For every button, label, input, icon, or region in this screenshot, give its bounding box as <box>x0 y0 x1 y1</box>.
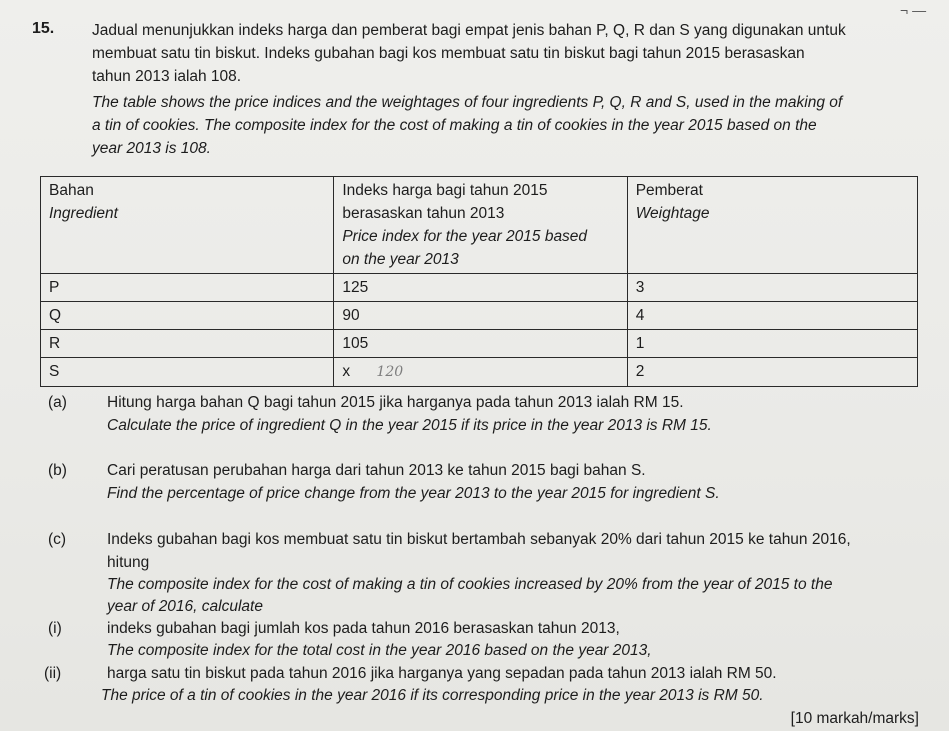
table-row <box>41 274 918 302</box>
part-ii-malay: harga satu tin biskut pada tahun 2016 jika harganya yang sepadan pada tahun 2013 ialah RM 50. <box>107 665 777 682</box>
corner-mark: ¬ — <box>900 2 927 18</box>
row-r-ingredient: R <box>41 330 334 358</box>
row-r-weight: 1 <box>627 330 917 358</box>
row-s-ingredient: S <box>41 358 334 387</box>
header-ingredient-malay: Bahan <box>49 182 94 199</box>
part-ii-english: The price of a tin of cookies in the year 2016 if its corresponding price in the year 2013 is RM 50. <box>101 687 764 704</box>
part-b-label: (b) <box>48 462 67 479</box>
part-c-malay-2: hitung <box>107 554 150 571</box>
table-row <box>41 358 918 387</box>
price-index-table <box>40 176 918 387</box>
part-a-label: (a) <box>48 394 67 411</box>
row-q-ingredient: Q <box>41 302 334 330</box>
part-c-label: (c) <box>48 531 67 548</box>
header-index-malay-1: Indeks harga bagi tahun 2015 <box>342 182 548 199</box>
intro-malay-line-3: tahun 2013 ialah 108. <box>92 68 242 85</box>
table-row <box>41 302 918 330</box>
table-row <box>41 330 918 358</box>
row-p-index: 125 <box>334 274 627 302</box>
row-p-ingredient: P <box>41 274 334 302</box>
part-i-label: (i) <box>48 620 62 637</box>
intro-english-line-3: year 2013 is 108. <box>92 140 211 157</box>
header-weight-english: Weightage <box>635 205 710 222</box>
part-ii-label: (ii) <box>44 665 62 682</box>
part-i-malay: indeks gubahan bagi jumlah kos pada tahun 2016 berasaskan tahun 2013, <box>107 620 620 637</box>
row-s-index-cell <box>334 358 627 387</box>
question-number: 15. <box>32 20 55 37</box>
table-header-row <box>41 177 918 274</box>
row-q-weight: 4 <box>627 302 917 330</box>
part-c-english-2: year of 2016, calculate <box>107 598 263 615</box>
row-s-weight: 2 <box>627 358 917 387</box>
header-weight-malay: Pemberat <box>635 182 703 199</box>
part-c-english-1: The composite index for the cost of making a tin of cookies increased by 20% from the year of 2015 to the <box>107 576 833 593</box>
part-i-english: The composite index for the total cost in the year 2016 based on the year 2013, <box>107 642 652 659</box>
part-a-english: Calculate the price of ingredient Q in the year 2015 if its price in the year 2013 is RM 15. <box>107 417 712 434</box>
handwritten-annotation: 120 <box>376 364 404 380</box>
intro-english-line-2: a tin of cookies. The composite index for the cost of making a tin of cookies in the year 2015 based on the <box>92 117 817 134</box>
header-weightage <box>627 177 917 274</box>
row-s-index: x <box>342 363 351 380</box>
row-p-weight: 3 <box>627 274 917 302</box>
row-q-index: 90 <box>334 302 627 330</box>
marks-allocation: [10 markah/marks] <box>790 710 919 727</box>
header-index-malay-2: berasaskan tahun 2013 <box>342 205 505 222</box>
part-b-malay: Cari peratusan perubahan harga dari tahun 2013 ke tahun 2015 bagi bahan S. <box>107 462 646 479</box>
intro-malay-line-1: Jadual menunjukkan indeks harga dan pemberat bagi empat jenis bahan P, Q, R dan S yang digunakan untuk <box>92 22 846 39</box>
header-index-english-2: on the year 2013 <box>342 251 459 268</box>
row-r-index: 105 <box>334 330 627 358</box>
intro-malay-line-2: membuat satu tin biskut. Indeks gubahan bagi kos membuat satu tin biskut bagi tahun 2015 berasaskan <box>92 45 805 62</box>
header-ingredient <box>41 177 334 274</box>
header-index-english-1: Price index for the year 2015 based <box>342 228 588 245</box>
part-b-english: Find the percentage of price change from the year 2013 to the year 2015 for ingredient S. <box>107 485 720 502</box>
header-ingredient-english: Ingredient <box>49 205 118 222</box>
part-a-malay: Hitung harga bahan Q bagi tahun 2015 jika harganya pada tahun 2013 ialah RM 15. <box>107 394 684 411</box>
part-c-malay-1: Indeks gubahan bagi kos membuat satu tin biskut bertambah sebanyak 20% dari tahun 2015 ke tahun 2016, <box>107 531 851 548</box>
intro-english-line-1: The table shows the price indices and the weightages of four ingredients P, Q, R and S, used in the making of <box>92 94 843 111</box>
header-price-index <box>334 177 627 274</box>
